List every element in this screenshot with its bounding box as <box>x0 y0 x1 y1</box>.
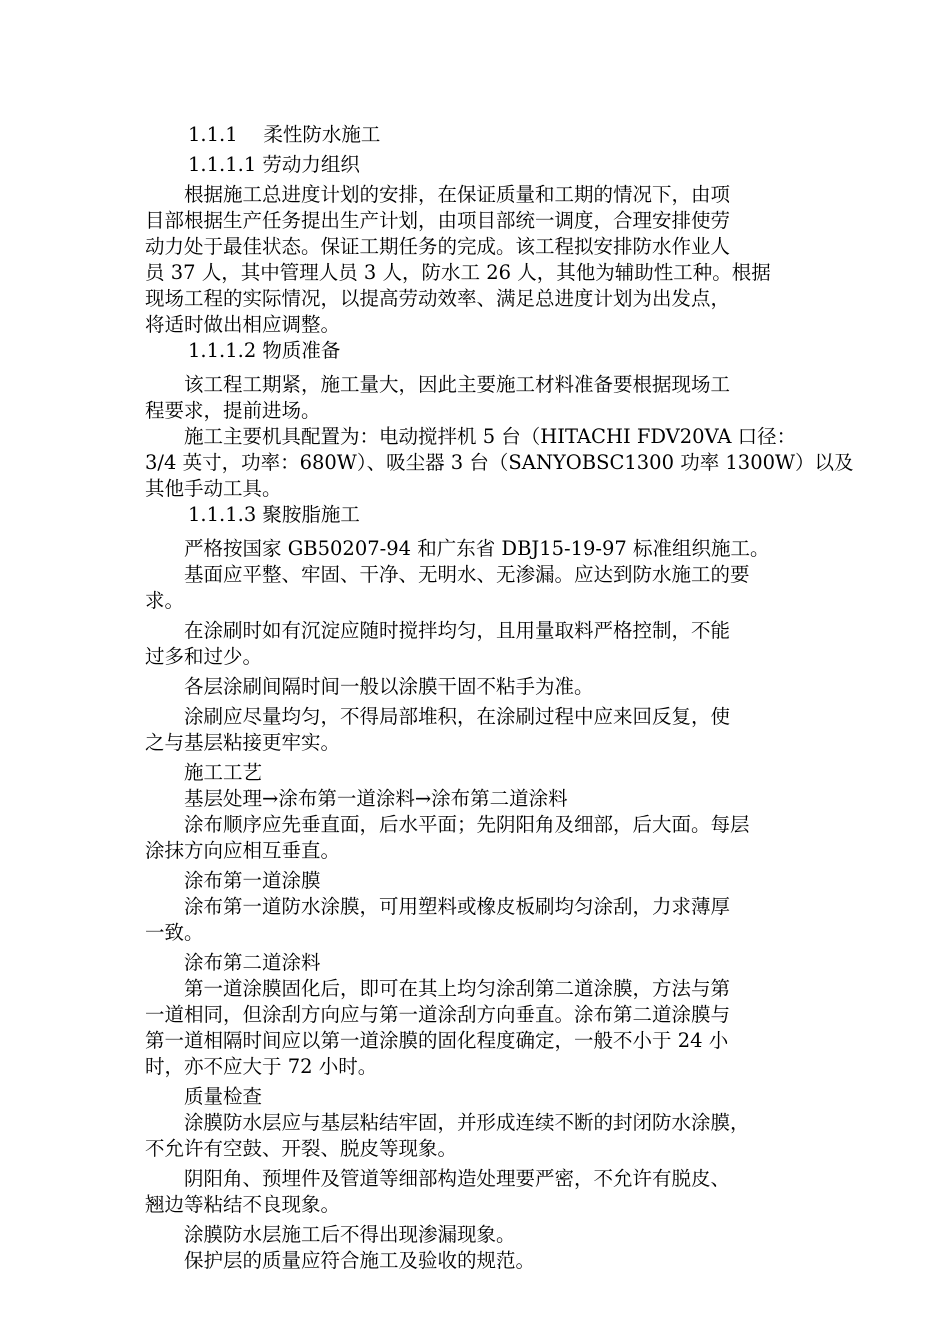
section-heading-1-1-1-1: 1.1.1.1 劳动力组织 <box>188 153 360 176</box>
text-line: 3/4 英寸，功率：680W）、吸尘器 3 台（SANYOBSC1300 功率 1300W）以及 <box>145 451 854 474</box>
text-line: 该工程工期紧，施工量大，因此主要施工材料准备要根据现场工 <box>145 373 731 396</box>
text-line: 时，亦不应大于 72 小时。 <box>145 1055 378 1078</box>
text-line: 涂抹方向应相互垂直。 <box>145 839 341 862</box>
paragraph-standard: 严格按国家 GB50207-94 和广东省 DBJ15-19-97 标准组织施工。 <box>145 537 770 560</box>
text-line: 之与基层粘接更牢实。 <box>145 731 341 754</box>
text-line: 基面应平整、牢固、干净、无明水、无渗漏。应达到防水施工的要 <box>145 563 750 586</box>
label-second-coat: 涂布第二道涂料 <box>145 951 321 974</box>
paragraph-quality-2 <box>145 1166 810 1218</box>
text-line: 第一道相隔时间应以第一道涂膜的固化程度确定，一般不小于 24 小 <box>145 1029 729 1052</box>
text-line: 阴阳角、预埋件及管道等细部构造处理要严密，不允许有脱皮、 <box>145 1167 731 1190</box>
paragraph-quality-3: 涂膜防水层施工后不得出现渗漏现象。 <box>145 1223 516 1246</box>
text-line: 翘边等粘结不良现象。 <box>145 1193 341 1216</box>
text-line: 不允许有空鼓、开裂、脱皮等现象。 <box>145 1137 458 1160</box>
text-line: 涂刷应尽量均匀，不得局部堆积，在涂刷过程中应来回反复，使 <box>145 705 731 728</box>
text-line: 动力处于最佳状态。保证工期任务的完成。该工程拟安排防水作业人 <box>145 235 731 258</box>
paragraph-base <box>145 562 810 614</box>
paragraph-labor <box>145 182 810 338</box>
section-heading-1-1-1: 1.1.1 柔性防水施工 <box>188 123 381 146</box>
label-first-coat: 涂布第一道涂膜 <box>145 869 321 892</box>
text-line: 其他手动工具。 <box>145 477 282 500</box>
text-line: 现场工程的实际情况，以提高劳动效率、满足总进度计划为出发点， <box>145 287 731 310</box>
section-heading-1-1-1-3: 1.1.1.3 聚胺脂施工 <box>188 503 360 526</box>
paragraph-quality-4: 保护层的质量应符合施工及验收的规范。 <box>145 1249 536 1272</box>
text-line: 涂布顺序应先垂直面，后水平面；先阴阳角及细部，后大面。每层 <box>145 813 750 836</box>
text-line: 施工主要机具配置为：电动搅拌机 5 台（HITACHI FDV20VA 口径： <box>145 425 797 448</box>
paragraph-material <box>145 372 810 424</box>
document-page <box>145 122 854 1274</box>
text-line: 目部根据生产任务提出生产计划，由项目部统一调度，合理安排使劳 <box>145 209 731 232</box>
paragraph-stir <box>145 618 810 670</box>
paragraph-quality-1 <box>145 1110 810 1162</box>
paragraph-even <box>145 704 810 756</box>
text-line: 根据施工总进度计划的安排，在保证质量和工期的情况下，由项 <box>145 183 731 206</box>
paragraph-interval: 各层涂刷间隔时间一般以涂膜干固不粘手为准。 <box>145 675 594 698</box>
section-heading-1-1-1-2: 1.1.1.2 物质准备 <box>188 339 341 362</box>
text-line: 一致。 <box>145 921 204 944</box>
label-process: 施工工艺 <box>145 761 263 784</box>
text-line: 过多和过少。 <box>145 645 263 668</box>
text-line: 涂膜防水层应与基层粘结牢固，并形成连续不断的封闭防水涂膜， <box>145 1111 750 1134</box>
text-line: 在涂刷时如有沉淀应随时搅拌均匀，且用量取料严格控制，不能 <box>145 619 731 642</box>
paragraph-order <box>145 812 810 864</box>
text-line: 第一道涂膜固化后，即可在其上均匀涂刮第二道涂膜，方法与第 <box>145 977 731 1000</box>
text-line: 求。 <box>145 589 185 612</box>
paragraph-second-coat <box>145 976 810 1080</box>
text-line: 涂布第一道防水涂膜，可用塑料或橡皮板刷均匀涂刮，力求薄厚 <box>145 895 731 918</box>
text-line: 员 37 人，其中管理人员 3 人，防水工 26 人，其他为辅助性工种。根据 <box>145 261 771 284</box>
text-line: 将适时做出相应调整。 <box>145 313 341 336</box>
label-quality-check: 质量检查 <box>145 1085 263 1108</box>
paragraph-first-coat <box>145 894 810 946</box>
text-line: 程要求，提前进场。 <box>145 399 321 422</box>
paragraph-machine <box>145 424 854 502</box>
paragraph-flow: 基层处理→涂布第一道涂料→涂布第二道涂料 <box>145 787 568 810</box>
text-line: 一道相同，但涂刮方向应与第一道涂刮方向垂直。涂布第二道涂膜与 <box>145 1003 731 1026</box>
